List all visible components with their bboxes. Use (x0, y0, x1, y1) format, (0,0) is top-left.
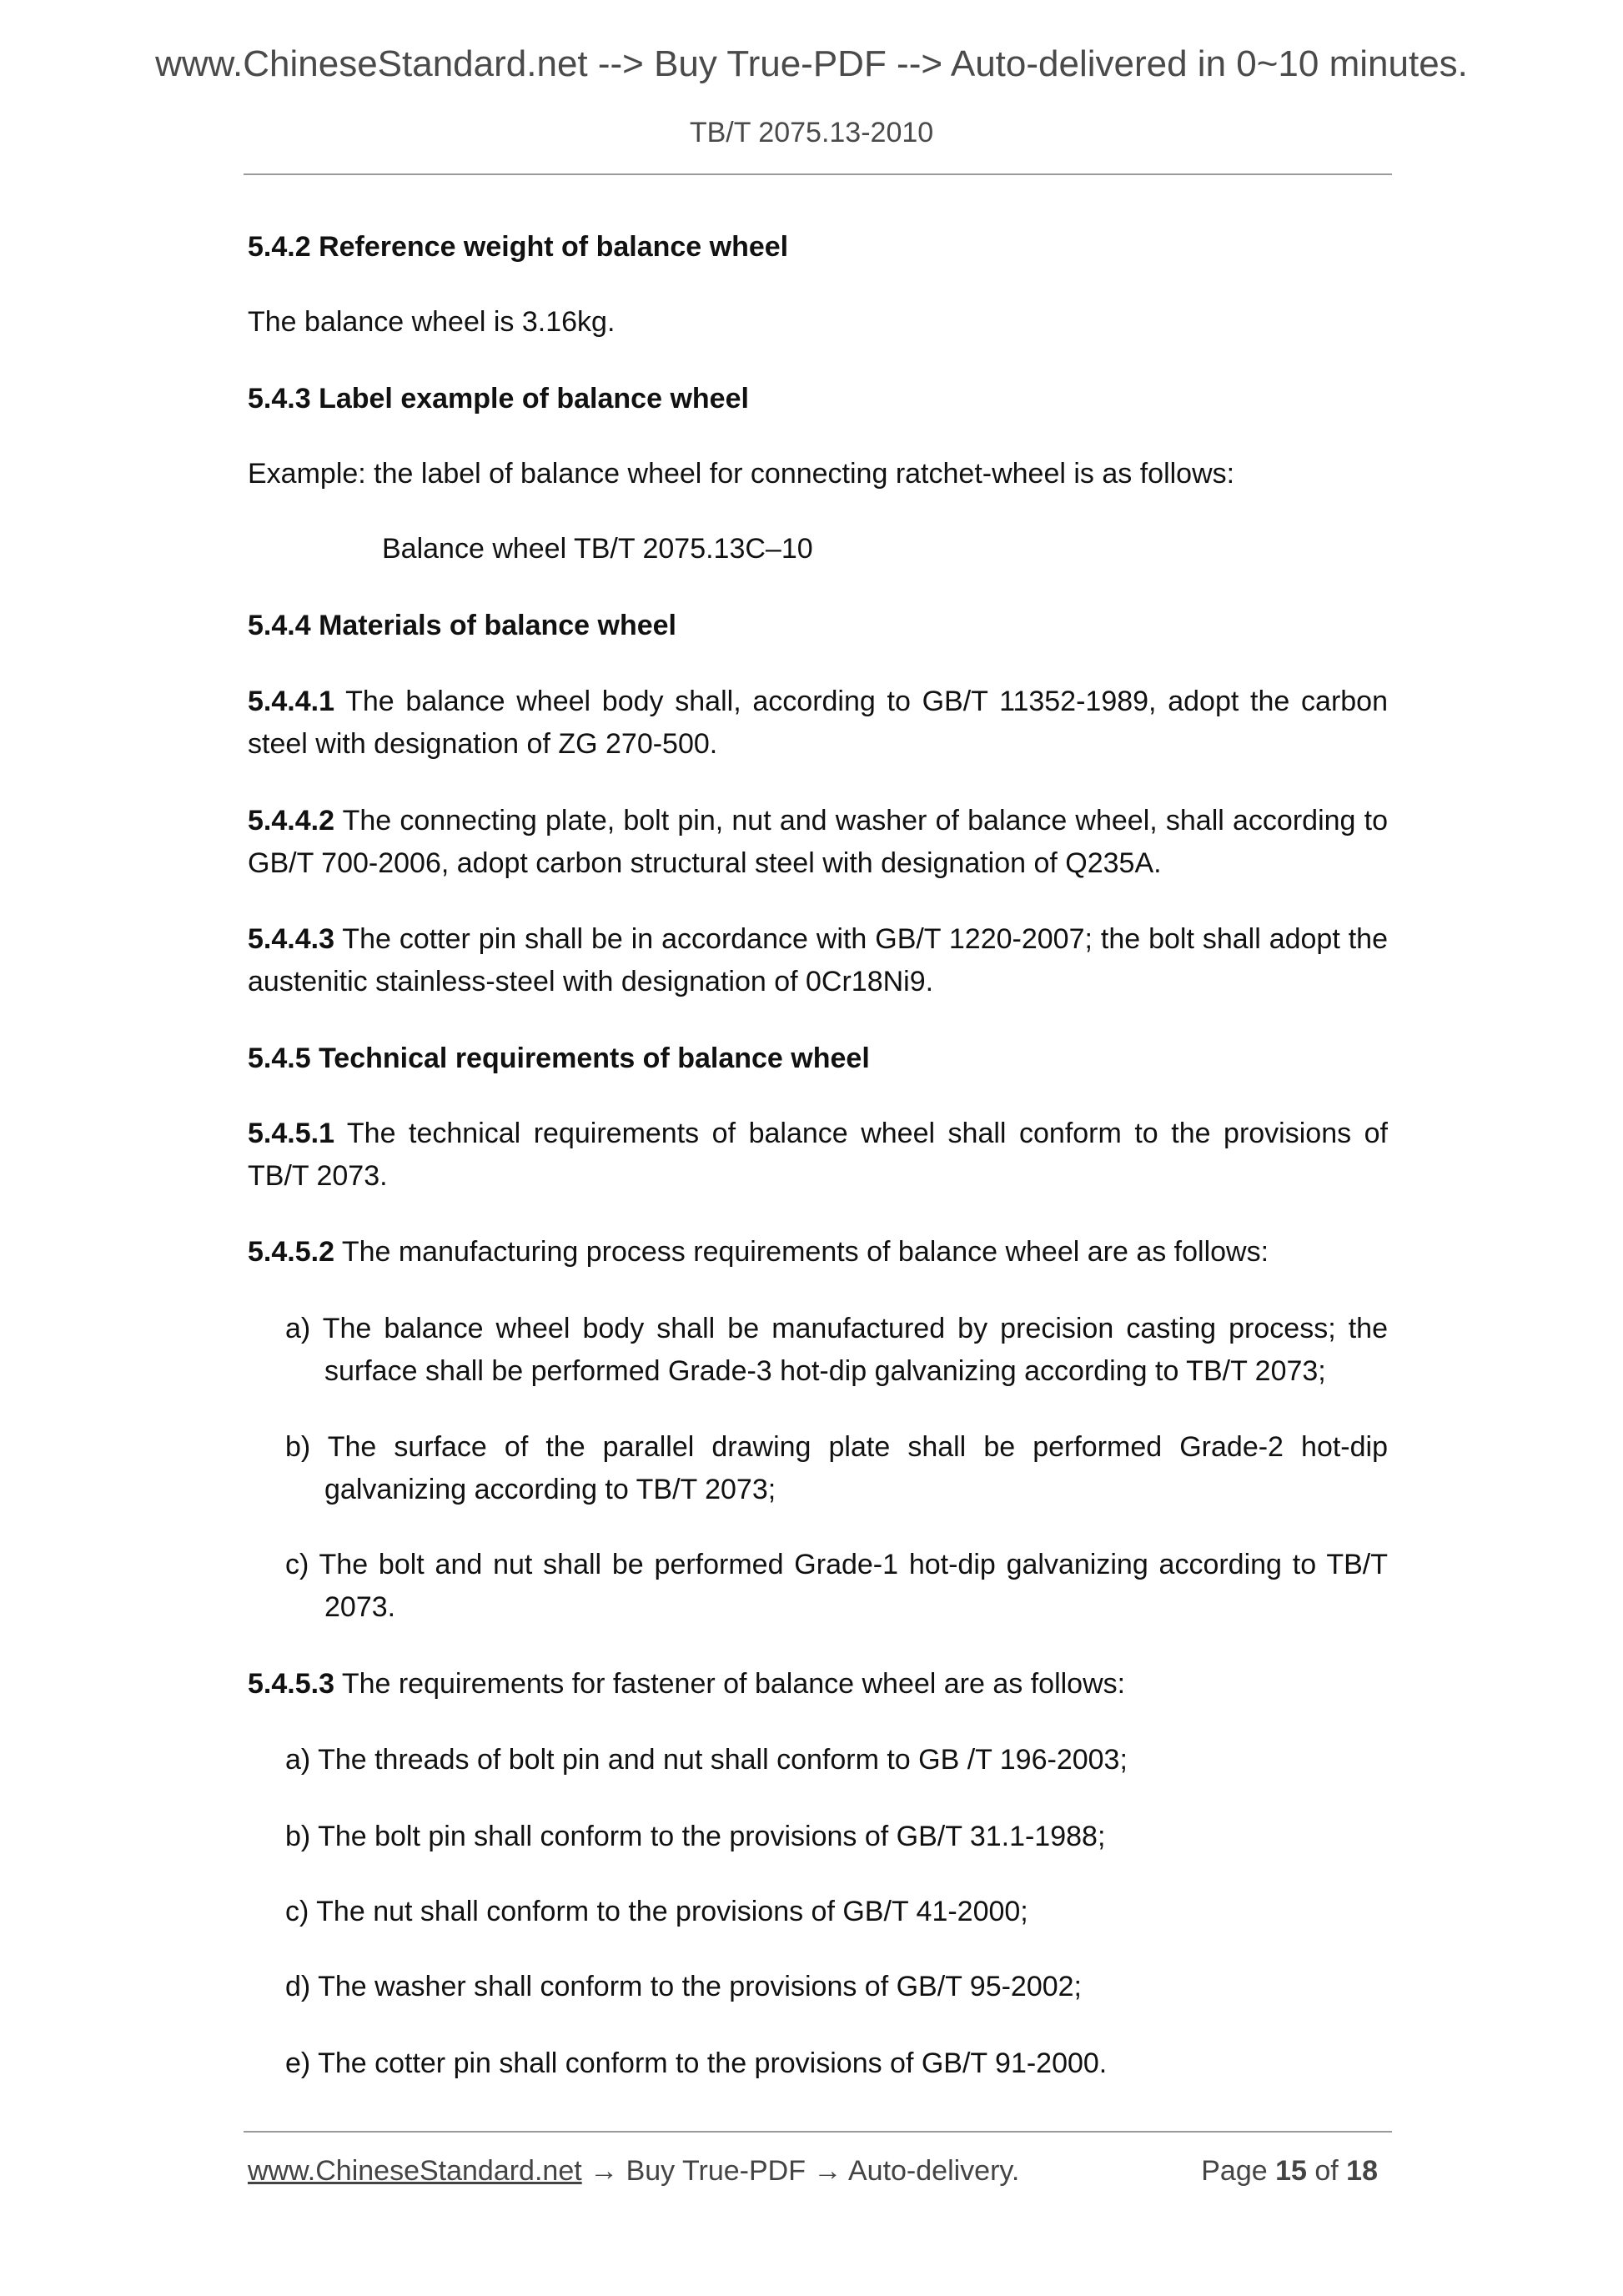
list-item: d) The washer shall conform to the provisions of GB/T 95-2002; (285, 1971, 1083, 2002)
list-item: c) The bolt and nut shall be performed Grade-1 hot-dip galvanizing according to TB/T 2073. (285, 1549, 1388, 1623)
page-number: 15 (1275, 2155, 1307, 2187)
list-item: e) The cotter pin shall conform to the provisions of GB/T 91-2000. (285, 2047, 1108, 2079)
of-label: of (1306, 2155, 1347, 2187)
clause-text: The requirements for fastener of balance wheel are as follows: (334, 1668, 1126, 1700)
page-label: Page (1201, 2155, 1276, 2187)
clause-5-4-5-1 (248, 1113, 1388, 1198)
list-item: c) The nut shall conform to the provisions of GB/T 41-2000; (285, 1896, 1028, 1927)
section-heading-5-4-3: 5.4.3 Label example of balance wheel (248, 383, 749, 414)
section-heading-5-4-4: 5.4.4 Materials of balance wheel (248, 610, 677, 641)
clause-5-4-5-3 (248, 1663, 1388, 1706)
page-indicator (1201, 2155, 1378, 2188)
clause-number: 5.4.5.3 (248, 1668, 334, 1700)
label-example: Balance wheel TB/T 2075.13C–10 (382, 533, 813, 565)
page-total: 18 (1346, 2155, 1378, 2187)
clause-5-4-4-1 (248, 681, 1388, 766)
footer (248, 2155, 1378, 2188)
section-heading-5-4-5: 5.4.5 Technical requirements of balance wheel (248, 1042, 870, 1074)
paragraph: The balance wheel is 3.16kg. (248, 306, 616, 338)
section-heading-5-4-2: 5.4.2 Reference weight of balance wheel (248, 231, 789, 263)
clause-5-4-4-3 (248, 918, 1388, 1003)
top-banner: www.ChineseStandard.net --> Buy True-PDF --> Auto-delivered in 0~10 minutes. (155, 43, 1468, 84)
clause-text: The balance wheel body shall, according to GB/T 11352-1989, adopt the carbon steel with designation of ZG 270-500. (248, 686, 1388, 760)
clause-text: The connecting plate, bolt pin, nut and washer of balance wheel, shall according to GB/T 700-2006, adopt carbon structural steel with designation of Q235A. (248, 805, 1388, 879)
paragraph: Example: the label of balance wheel for connecting ratchet-wheel is as follows: (248, 458, 1235, 490)
clause-number: 5.4.5.2 (248, 1236, 334, 1268)
footer-text: → Buy True-PDF → Auto-delivery. (581, 2155, 1020, 2187)
clause-text: The technical requirements of balance wheel shall conform to the provisions of TB/T 2073. (248, 1118, 1388, 1192)
list-item: b) The surface of the parallel drawing plate shall be performed Grade-2 hot-dip galvanizing according to TB/T 2073; (285, 1431, 1388, 1505)
clause-number: 5.4.4.2 (248, 805, 334, 837)
clause-number: 5.4.4.3 (248, 923, 334, 955)
clause-5-4-4-2 (248, 800, 1388, 885)
header-divider (244, 173, 1392, 175)
clause-text: The manufacturing process requirements of balance wheel are as follows: (334, 1236, 1269, 1268)
clause-5-4-5-2 (248, 1231, 1388, 1274)
list-item: b) The bolt pin shall conform to the provisions of GB/T 31.1-1988; (285, 1821, 1106, 1852)
document-code: TB/T 2075.13-2010 (689, 117, 934, 148)
footer-divider (244, 2131, 1392, 2133)
clause-text: The cotter pin shall be in accordance with GB/T 1220-2007; the bolt shall adopt the austenitic stainless-steel with designation of 0Cr18Ni9. (248, 923, 1388, 997)
clause-number: 5.4.5.1 (248, 1118, 334, 1149)
list-item: a) The balance wheel body shall be manufactured by precision casting process; the surface shall be performed Grade-3 hot-dip galvanizing according to TB/T 2073; (285, 1313, 1388, 1387)
website-link[interactable]: www.ChineseStandard.net (248, 2155, 582, 2187)
clause-number: 5.4.4.1 (248, 686, 334, 717)
list-item: a) The threads of bolt pin and nut shall conform to GB /T 196-2003; (285, 1744, 1128, 1776)
